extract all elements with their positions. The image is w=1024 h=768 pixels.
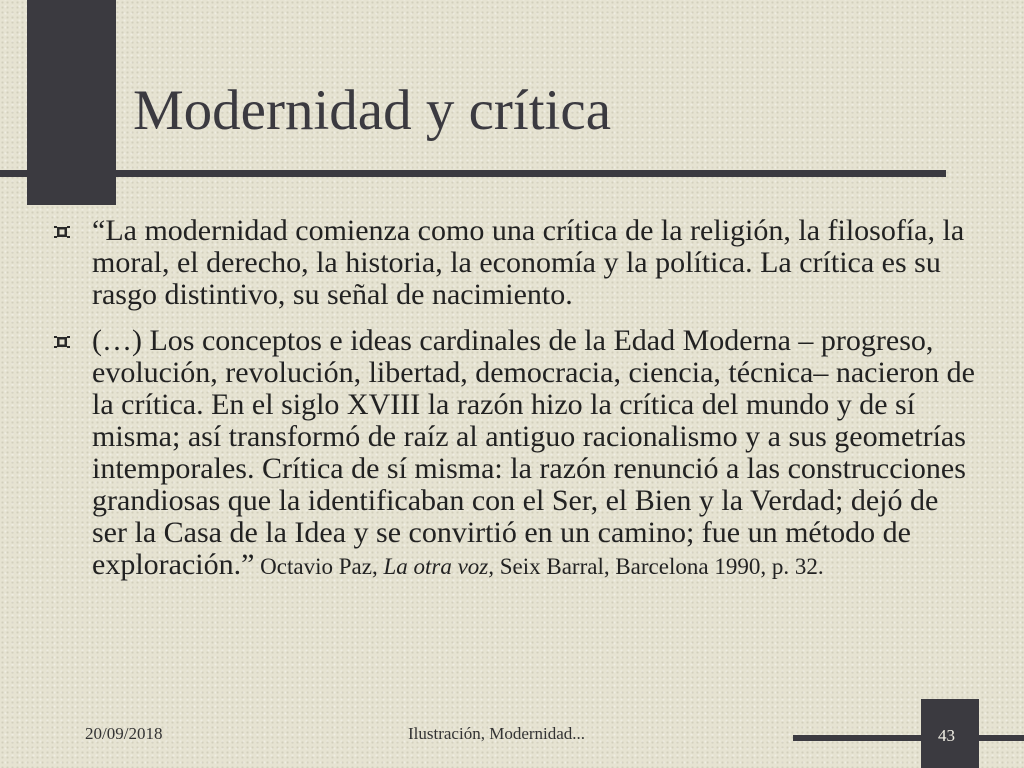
bullet-text: (…) Los conceptos e ideas cardinales de la Edad Moderna – progreso, evolución, revolución, libertad, democracia, ciencia, técnica– nacieron de la crítica. En el siglo XVIII la razón hizo la crítica del mundo y de sí misma; así transformó de raíz al antiguo racionalismo y a sus geometrías intemporales. Crítica de sí misma: la razón renunció a las construcciones grandiosas que la identificaban con el Ser, el Bien y la Verdad; dejó de ser la Casa de la Idea y se convirtió en un camino; fue un método de exploración.” bbox=[92, 324, 975, 581]
citation-work: La otra voz, bbox=[383, 554, 494, 579]
bullet-item bbox=[50, 325, 980, 583]
footer-date: 20/09/2018 bbox=[85, 724, 163, 743]
page-number: 43 bbox=[938, 726, 955, 745]
citation-rest: Seix Barral, Barcelona 1990, p. 32. bbox=[493, 554, 824, 579]
bullet-item bbox=[50, 215, 980, 311]
bullet-text: “La modernidad comienza como una crítica de la religión, la filosofía, la moral, el derecho, la historia, la economía y la política. La crítica es su rasgo distintivo, su señal de nacimiento. bbox=[92, 214, 965, 311]
citation-author: Octavio Paz, bbox=[254, 554, 384, 579]
title-rule bbox=[0, 170, 946, 177]
slide-body bbox=[50, 215, 980, 597]
slide-title: Modernidad y crítica bbox=[133, 79, 611, 142]
square-bullet-icon bbox=[54, 224, 70, 240]
square-bullet-icon bbox=[54, 334, 70, 350]
footer-title: Ilustración, Modernidad... bbox=[408, 724, 586, 743]
footer-rule bbox=[793, 735, 1024, 741]
